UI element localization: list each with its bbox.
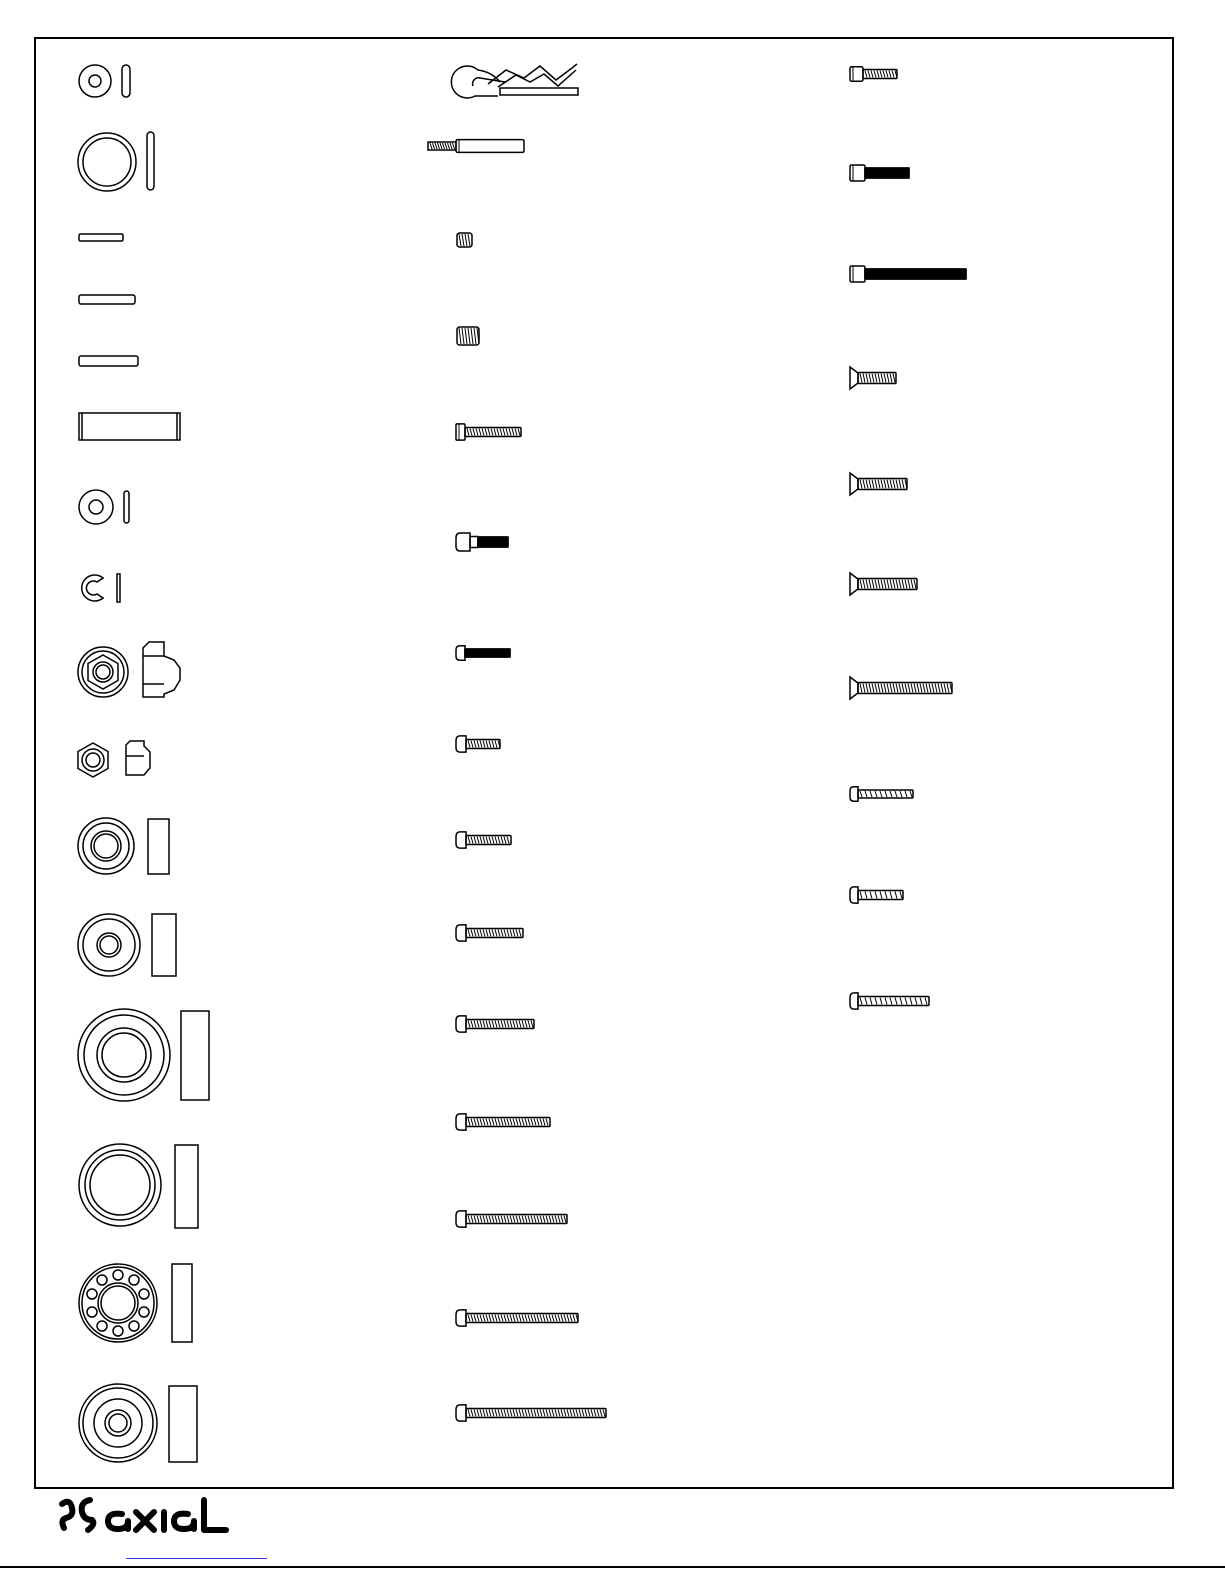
axial-logo bbox=[56, 1494, 231, 1534]
footer-link-underline bbox=[126, 1558, 267, 1559]
footer-rule bbox=[0, 1566, 1225, 1568]
ball-bearing bbox=[79, 1264, 192, 1342]
flat-head-screw-3 bbox=[850, 573, 917, 595]
flat-head-screw-4 bbox=[850, 677, 952, 699]
spacer-block bbox=[79, 413, 180, 440]
button-head-screw-8 bbox=[456, 1405, 606, 1421]
self-tapping-screw-3 bbox=[850, 993, 929, 1009]
button-head-screw-7 bbox=[456, 1310, 578, 1326]
button-head-screw-5 bbox=[456, 1114, 550, 1130]
self-tapping-screw-2 bbox=[850, 887, 903, 903]
button-head-screw-2 bbox=[456, 832, 511, 848]
button-head-screw-4 bbox=[456, 1016, 534, 1032]
wide-head-screw bbox=[456, 424, 521, 440]
set-screw-short bbox=[457, 233, 472, 247]
axial-logo-icon bbox=[62, 1500, 93, 1530]
button-head-screw-black bbox=[456, 646, 510, 660]
set-screw-long bbox=[457, 327, 479, 345]
cap-head-screw-long bbox=[850, 266, 966, 282]
medium-pin bbox=[79, 295, 135, 304]
button-head-screw-3 bbox=[456, 925, 523, 941]
body-clip bbox=[451, 64, 578, 98]
short-pin bbox=[79, 234, 123, 241]
flat-head-screw-1 bbox=[850, 367, 896, 389]
cap-head-screw-medium bbox=[850, 165, 909, 181]
cap-head-screw-short bbox=[850, 67, 897, 81]
large-shim-washer bbox=[78, 132, 154, 191]
large-bushing bbox=[78, 1009, 209, 1101]
sealed-bearing bbox=[79, 1384, 197, 1462]
button-head-screw-6 bbox=[456, 1211, 567, 1227]
e-clip bbox=[82, 574, 120, 602]
flat-head-screw-2 bbox=[850, 473, 907, 495]
bushing-medium bbox=[78, 914, 176, 976]
long-pin bbox=[79, 356, 138, 366]
flat-washer bbox=[79, 490, 129, 524]
flanged-lock-nut bbox=[78, 642, 180, 697]
nylon-lock-nut bbox=[78, 741, 150, 777]
small-washer bbox=[79, 65, 130, 97]
large-thin-bushing bbox=[79, 1144, 198, 1228]
button-head-screw-1 bbox=[456, 736, 500, 752]
self-tapping-screw-1 bbox=[850, 787, 913, 801]
shoulder-screw bbox=[456, 533, 508, 551]
bushing-small bbox=[78, 818, 169, 874]
threaded-pin bbox=[428, 140, 524, 153]
